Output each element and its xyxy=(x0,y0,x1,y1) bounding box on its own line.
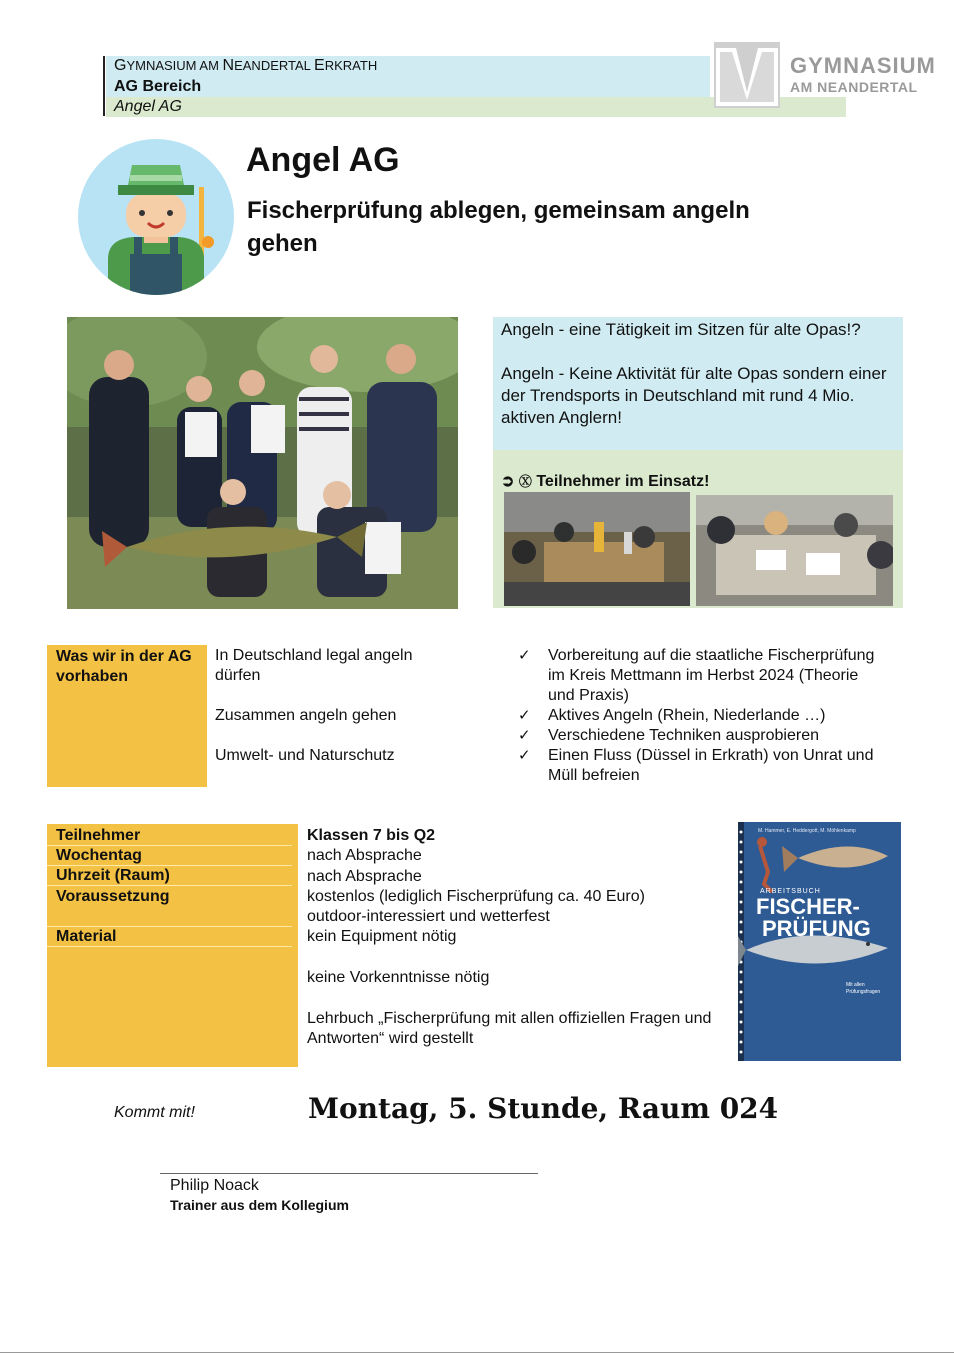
goal-item: In Deutschland legal angeln dürfen xyxy=(215,647,413,684)
activity-item xyxy=(515,646,885,706)
textbook-cover xyxy=(738,822,901,1061)
goal-item: Zusammen angeln gehen xyxy=(215,707,397,724)
signature-name: Philip Noack xyxy=(170,1177,259,1194)
signature-line xyxy=(160,1173,538,1174)
label-participants: Teilnehmer xyxy=(56,827,141,844)
group-photo xyxy=(67,317,458,609)
checkmark-icon: ✓ xyxy=(518,707,531,724)
plans-goals xyxy=(215,646,455,766)
header-ag-name: Angel AG xyxy=(106,97,846,117)
label-requirement: Voraussetzung xyxy=(56,888,170,905)
come-along-text: Kommt mit! xyxy=(114,1104,195,1121)
header-accent-bar xyxy=(103,56,105,116)
value-no-knowledge: keine Vorkenntnisse nötig xyxy=(307,969,490,987)
page-title: Angel AG xyxy=(246,141,400,179)
checkmark-icon: ✓ xyxy=(518,727,531,744)
activity-text: Aktives Angeln (Rhein, Niederlande …) xyxy=(548,707,826,724)
intro-answer: Angeln - Keine Aktivität für alte Opas sondern einer der Trendsports in Deutschland mit rund 4 Mio. aktiven Anglern! xyxy=(501,364,887,427)
value-requirement-2: outdoor-interessiert und wetterfest xyxy=(307,908,550,926)
school-logo-icon xyxy=(714,42,780,108)
angler-avatar-icon xyxy=(78,139,234,295)
activity-text: Einen Fluss (Düssel in Erkrath) von Unrat und Müll befreien xyxy=(548,747,874,784)
label-weekday: Wochentag xyxy=(56,847,142,864)
value-participants: Klassen 7 bis Q2 xyxy=(307,827,436,844)
down-arrow-icon: Ⓧ xyxy=(518,474,532,489)
page-subtitle: Fischerprüfung ablegen, gemeinsam angeln gehen xyxy=(247,197,750,257)
book-title-1: FISCHER- xyxy=(756,894,860,919)
participants-in-action-label: Teilnehmer im Einsatz! xyxy=(536,473,710,490)
page-bottom-divider xyxy=(0,1352,954,1353)
intro-question: Angeln - eine Tätigkeit im Sitzen für alte Opas!? xyxy=(501,320,861,339)
school-logo xyxy=(714,42,780,108)
value-material: kein Equipment nötig xyxy=(307,928,457,946)
info-values xyxy=(307,826,737,1049)
school-logo-text xyxy=(790,54,936,96)
activity-item xyxy=(515,706,885,726)
label-material: Material xyxy=(56,928,117,945)
rotate-arrow-icon: ➲ xyxy=(501,473,515,490)
intro-box xyxy=(493,317,903,450)
plans-label: Was wir in der AG vorhaben xyxy=(47,645,207,787)
value-time-room: nach Absprache xyxy=(307,867,422,885)
book-note: Mit allen Prüfungsfragen xyxy=(846,982,881,995)
meeting-time: Montag, 5. Stunde, Raum 024 xyxy=(308,1092,779,1125)
logo-line-1: GYMNASIUM xyxy=(790,53,936,78)
checkmark-icon: ✓ xyxy=(518,647,531,664)
activity-text: Vorbereitung auf die staatliche Fischerprüfung im Kreis Mettmann im Herbst 2024 (Theorie und Praxis) xyxy=(548,647,875,704)
value-weekday: nach Absprache xyxy=(307,847,422,865)
activity-item xyxy=(515,746,885,786)
participants-in-action-heading xyxy=(501,472,709,492)
value-requirement-1: kostenlos (lediglich Fischerprüfung ca. 40 Euro) xyxy=(307,887,645,905)
plans-activities xyxy=(515,646,885,786)
label-time-room: Uhrzeit (Raum) xyxy=(56,867,170,884)
book-authors: M. Hammer, E. Heddergott, M. Möhlenkamp xyxy=(758,828,856,834)
action-photo-2 xyxy=(696,495,893,606)
goal-item: Umwelt- und Naturschutz xyxy=(215,747,395,764)
signature-role: Trainer aus dem Kollegium xyxy=(170,1197,349,1213)
header-school-name: GYMNASIUM AM NEANDERTAL ERKRATH xyxy=(106,56,710,77)
book-title-2: PRÜFUNG xyxy=(762,916,871,941)
checkmark-icon: ✓ xyxy=(518,747,531,764)
activity-text: Verschiedene Techniken ausprobieren xyxy=(548,727,820,744)
header-section: AG Bereich xyxy=(106,77,710,97)
book-series: ARBEITSBUCH xyxy=(760,888,821,895)
activity-item xyxy=(515,726,885,746)
action-photo-1 xyxy=(504,492,690,606)
logo-line-2: AM NEANDERTAL xyxy=(790,79,918,95)
value-book: Lehrbuch „Fischerprüfung mit allen offiziellen Fragen und Antworten“ wird gestellt xyxy=(307,1009,712,1047)
